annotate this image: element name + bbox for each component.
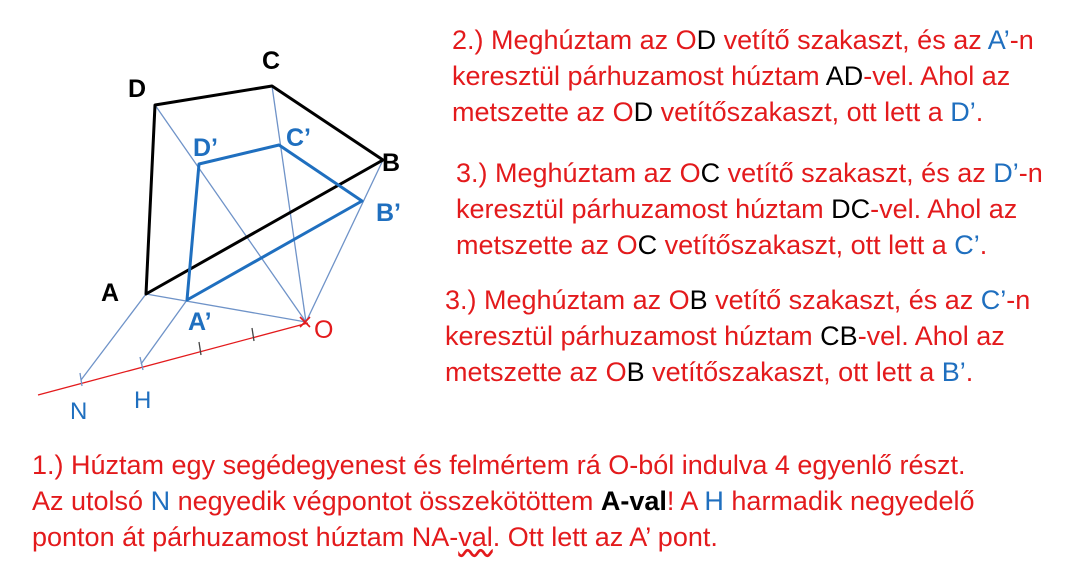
step1-line2: Az utolsó N negyedik végpontot összekötöttem A-val! A H harmadik negyedelő (32, 486, 975, 516)
label-b-prime: B’ (376, 199, 401, 227)
label-o: O (314, 316, 334, 344)
step3a-line2: keresztül párhuzamost húztam DC-vel. Ahol az (456, 194, 1018, 224)
label-n: N (70, 398, 88, 425)
step2-line1: 2.) Meghúztam az OD vetítő szakaszt, és az A’-n (452, 25, 1034, 55)
geometry-diagram (0, 0, 440, 440)
auxiliary-line (38, 323, 308, 395)
label-b: B (382, 149, 401, 177)
label-c: C (262, 47, 281, 75)
step3b-line3: metszette az OB vetítőszakaszt, ott lett a B’. (445, 357, 974, 387)
step2-line3: metszette az OD vetítőszakaszt, ott lett a D’. (452, 97, 984, 127)
step1-line3: ponton át párhuzamost húztam NA-val. Ott lett az A’ pont. (32, 522, 718, 552)
step1-line1: 1.) Húztam egy segédegyenest és felmértem rá O-ból indulva 4 egyenlő részt. (32, 450, 966, 480)
step3b-line2: keresztül párhuzamost húztam CB-vel. Ahol az (445, 321, 1005, 351)
tick-mark-2 (199, 342, 201, 355)
step3b-text (445, 282, 1030, 390)
step2-text (452, 22, 1034, 130)
label-d-prime: D’ (193, 134, 218, 162)
line-ha-prime (141, 300, 187, 364)
label-d: D (128, 75, 147, 103)
step1-text (32, 447, 975, 555)
label-a: A (101, 279, 120, 307)
step2-line2: keresztül párhuzamost húztam AD-vel. Ahol az (452, 61, 1011, 91)
step3b-line1: 3.) Meghúztam az OB vetítő szakaszt, és az C’-n (445, 285, 1031, 315)
step3a-line3: metszette az OC vetítőszakaszt, ott lett a C’. (456, 230, 988, 260)
step3a-text (456, 155, 1043, 263)
tick-mark-1 (252, 328, 254, 341)
projection-line-oc (272, 86, 306, 322)
label-a-prime: A’ (188, 308, 212, 336)
projection-line-od (155, 105, 306, 322)
projection-line-oa (146, 294, 306, 322)
label-c-prime: C’ (286, 124, 311, 152)
label-h: H (134, 387, 152, 414)
projection-line-ob (306, 160, 383, 322)
step3a-line1: 3.) Meghúztam az OC vetítő szakaszt, és az D’-n (456, 158, 1043, 188)
